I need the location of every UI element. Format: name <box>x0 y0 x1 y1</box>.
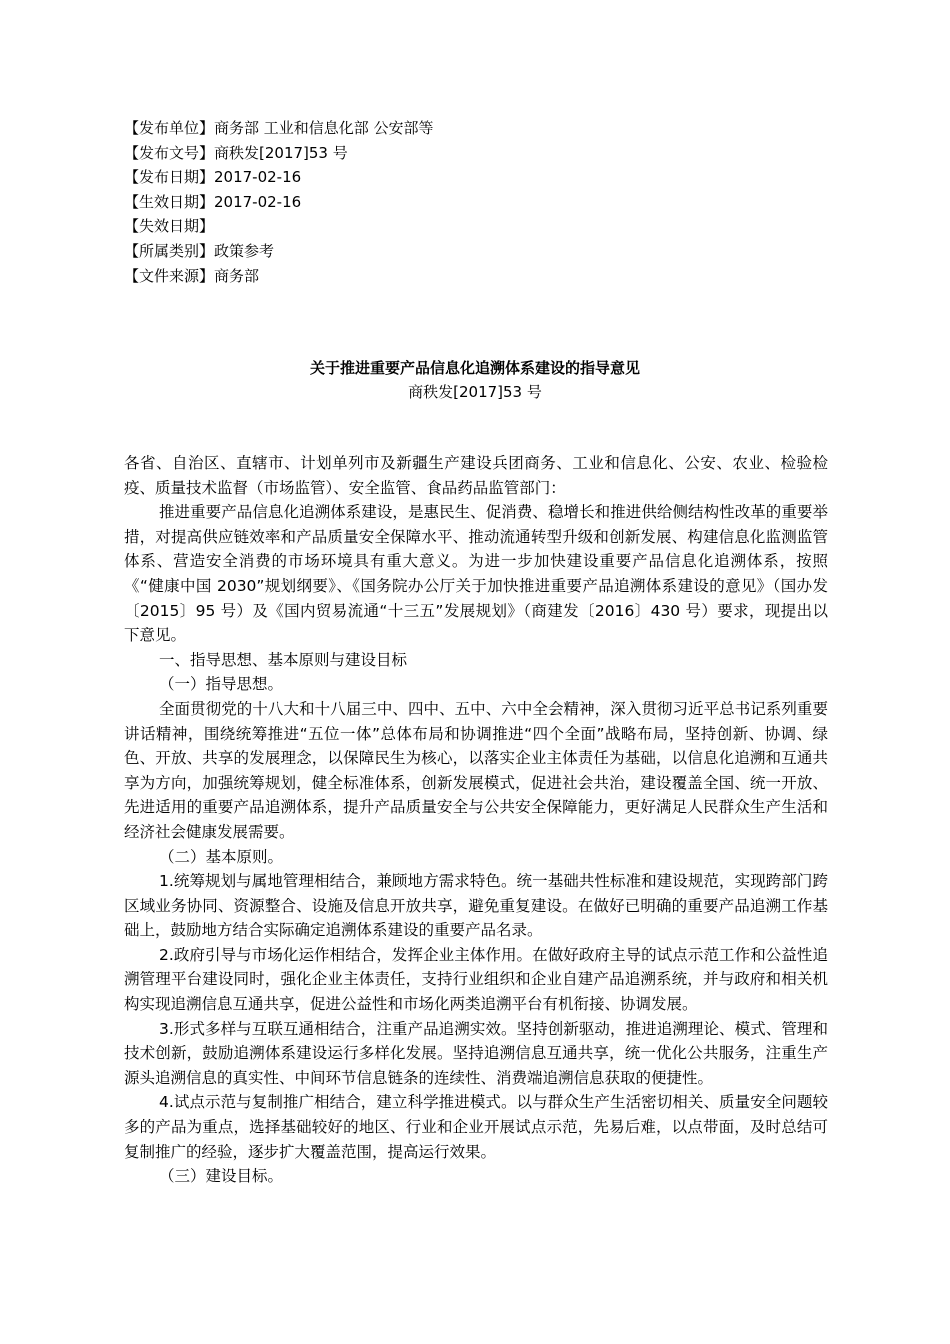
meta-category: 【所属类别】政策参考 <box>124 241 275 260</box>
document-metadata <box>124 116 824 288</box>
subsection-heading: （一）指导思想。 <box>159 675 284 694</box>
body-paragraph: 全面贯彻党的十八大和十八届三中、四中、五中、六中全会精神，深入贯彻习近平总书记系列重要讲话精神，围绕统筹推进“五位一体”总体布局和协调推进“四个全面”战略布局，坚持创新、协调、绿色、开放、共享的发展理念，以保障民生为核心，以落实企业主体责任为基础，以信息化追溯和互通共享为方向，加强统筹规划，健全标准体系，创新发展模式，促进社会共治，建设覆盖全国、统一开放、先进适用的重要产品追溯体系，提升产品质量安全与公共安全保障能力，更好满足人民群众生产生活和经济社会健康发展需要。 <box>124 699 828 841</box>
meta-publish-date: 【发布日期】2017-02-16 <box>124 168 302 187</box>
addressee-paragraph: 各省、自治区、直辖市、计划单列市及新疆生产建设兵团商务、工业和信息化、公安、农业、检验检疫、质量技术监督（市场监管）、安全监管、食品药品监管部门： <box>124 454 828 497</box>
document-number: 商秩发[2017]53 号 <box>408 383 542 401</box>
document-body <box>124 451 828 1189</box>
meta-doc-number: 【发布文号】商秩发[2017]53 号 <box>124 143 348 162</box>
meta-publisher: 【发布单位】商务部 工业和信息化部 公安部等 <box>124 119 434 137</box>
subsection-heading: （二）基本原则。 <box>159 847 284 866</box>
principle-paragraph: 4.试点示范与复制推广相结合，建立科学推进模式。以与群众生产生活密切相关、质量安全问题较多的产品为重点，选择基础较好的地区、行业和企业开展试点示范，先易后难，以点带面，及时总结可复制推广的经验，逐步扩大覆盖范围，提高运行效果。 <box>124 1093 828 1161</box>
meta-source: 【文件来源】商务部 <box>124 266 260 285</box>
section-heading: 一、指导思想、基本原则与建设目标 <box>159 650 408 669</box>
principle-paragraph: 1.统筹规划与属地管理相结合，兼顾地方需求特色。统一基础共性标准和建设规范，实现跨部门跨区域业务协同、资源整合、设施及信息开放共享，避免重复建设。在做好已明确的重要产品追溯工作基础上，鼓励地方结合实际确定追溯体系建设的重要产品名录。 <box>124 872 828 940</box>
meta-expiry-date: 【失效日期】 <box>124 217 215 236</box>
meta-effective-date: 【生效日期】2017-02-16 <box>124 192 302 211</box>
subsection-heading: （三）建设目标。 <box>159 1167 284 1186</box>
document-title: 关于推进重要产品信息化追溯体系建设的指导意见 <box>309 359 640 377</box>
body-paragraph: 推进重要产品信息化追溯体系建设，是惠民生、促消费、稳增长和推进供给侧结构性改革的重要举措，对提高供应链效率和产品质量安全保障水平、推动流通转型升级和创新发展、构建信息化监测监管体系、营造安全消费的市场环境具有重大意义。为进一步加快建设重要产品信息化追溯体系，按照《“健康中国 2030”规划纲要》、《国务院办公厅关于加快推进重要产品追溯体系建设的意见》（国办发〔2015〕95 号）及《国内贸易流通“十三五”发展规划》（商建发〔2016〕430 号）要求，现提出以下意见。 <box>124 503 828 645</box>
principle-paragraph: 3.形式多样与互联互通相结合，注重产品追溯实效。坚持创新驱动，推进追溯理论、模式、管理和技术创新，鼓励追溯体系建设运行多样化发展。坚持追溯信息互通共享，统一优化公共服务，注重生产源头追溯信息的真实性、中间环节信息链条的连续性、消费端追溯信息获取的便捷性。 <box>124 1019 828 1087</box>
principle-paragraph: 2.政府引导与市场化运作相结合，发挥企业主体作用。在做好政府主导的试点示范工作和公益性追溯管理平台建设同时，强化企业主体责任，支持行业组织和企业自建产品追溯系统，并与政府和相关机构实现追溯信息互通共享，促进公益性和市场化两类追溯平台有机衔接、协调发展。 <box>124 945 828 1014</box>
title-block <box>124 356 826 404</box>
